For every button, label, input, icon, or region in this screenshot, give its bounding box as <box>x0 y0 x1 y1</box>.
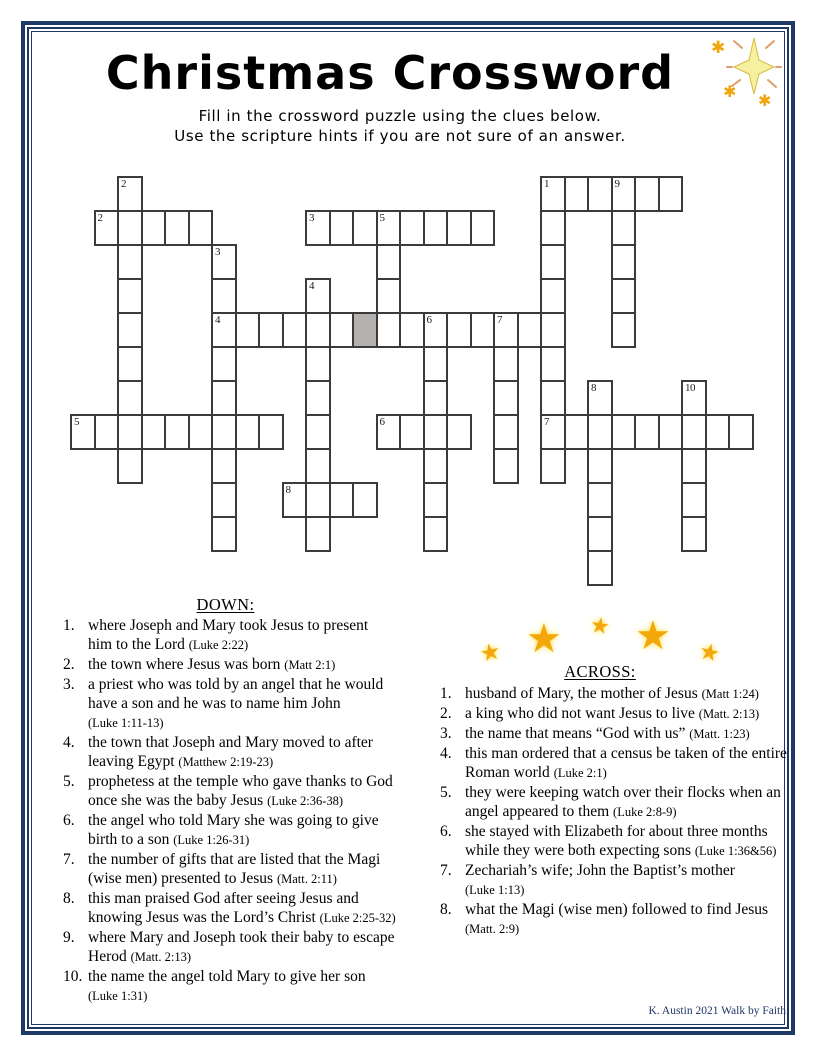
clue-text: this man ordered that a census be taken of the entire Roman world (Luke 2:1) <box>465 745 787 781</box>
across-clue-list <box>440 684 790 939</box>
crossword-cell[interactable] <box>587 176 613 212</box>
clue-item <box>63 889 396 928</box>
crossword-cell[interactable] <box>493 380 519 416</box>
crossword-cell[interactable] <box>211 414 237 450</box>
clue-text: a priest who was told by an angel that he would have a son and he was to name him John (Luke 1:11-13) <box>88 676 384 730</box>
crossword-cell[interactable] <box>540 278 566 314</box>
crossword-cell[interactable] <box>728 414 754 450</box>
clue-item <box>440 744 790 783</box>
crossword-cell[interactable] <box>423 346 449 382</box>
crossword-cell[interactable] <box>681 516 707 552</box>
crossword-cell[interactable] <box>305 414 331 450</box>
cell-number-label: 7 <box>544 415 549 428</box>
crossword-cell[interactable] <box>329 482 355 518</box>
crossword-cell[interactable] <box>305 346 331 382</box>
crossword-cell[interactable] <box>376 210 402 246</box>
crossword-cell[interactable] <box>681 380 707 416</box>
down-clue-list <box>63 616 396 1006</box>
clue-number: 9. <box>63 929 75 946</box>
crossword-cell[interactable] <box>587 550 613 586</box>
scripture-reference: (Matt. 2:9) <box>465 922 520 936</box>
clue-text: prophetess at the temple who gave thanks to God once she was the baby Jesus (Luke 2:36-38) <box>88 773 393 809</box>
scripture-reference: (Luke 1:11-13) <box>88 716 164 730</box>
cell-number-label: 3 <box>215 245 220 258</box>
crossword-cell[interactable] <box>611 312 637 348</box>
asterisk-star-icon: ✱ <box>723 82 737 101</box>
scripture-reference: (Luke 2:1) <box>553 766 607 780</box>
clue-number: 7. <box>63 851 75 868</box>
crossword-cell[interactable] <box>423 516 449 552</box>
page-subtitle <box>40 106 760 146</box>
crossword-cell[interactable] <box>611 176 637 212</box>
clue-item <box>440 822 790 861</box>
crossword-cell[interactable] <box>446 414 472 450</box>
crossword-cell[interactable] <box>493 346 519 382</box>
scripture-reference: (Luke 2:8-9) <box>613 805 677 819</box>
crossword-cell[interactable] <box>282 482 308 518</box>
scripture-reference: (Luke 1:36&56) <box>694 844 777 858</box>
cell-number-label: 2 <box>97 211 103 224</box>
star-icon: ★ <box>526 616 562 662</box>
clue-item <box>440 704 790 724</box>
cell-number-label: 6 <box>379 415 385 428</box>
clue-number: 4. <box>440 745 452 762</box>
clue-text: the town that Joseph and Mary moved to after leaving Egypt (Matthew 2:19-23) <box>88 734 373 770</box>
clue-text: a king who did not want Jesus to live (Matt. 2:13) <box>465 705 760 722</box>
clue-item <box>63 850 396 889</box>
crossword-cell[interactable] <box>94 414 120 450</box>
crossword-cell[interactable] <box>517 312 543 348</box>
clue-item <box>440 783 790 822</box>
crossword-cell[interactable] <box>211 516 237 552</box>
crossword-cell[interactable] <box>493 312 519 348</box>
clue-number: 7. <box>440 862 452 879</box>
clue-number: 2. <box>63 656 75 673</box>
crossword-cell[interactable] <box>540 414 566 450</box>
scripture-reference: (Matt 1:24) <box>701 687 759 701</box>
scripture-reference: (Matt 2:1) <box>284 658 336 672</box>
crossword-cell[interactable] <box>611 210 637 246</box>
crossword-cell[interactable] <box>211 346 237 382</box>
clue-item <box>63 928 396 967</box>
crossword-cell[interactable] <box>587 516 613 552</box>
clue-number: 10. <box>63 968 83 985</box>
crossword-cell[interactable] <box>540 346 566 382</box>
crossword-cell[interactable] <box>352 482 378 518</box>
scripture-reference: (Luke 2:22) <box>188 638 249 652</box>
crossword-cell[interactable] <box>211 312 237 348</box>
clue-text: the town where Jesus was born (Matt 2:1) <box>88 656 336 673</box>
crossword-cell[interactable] <box>235 312 261 348</box>
cell-number-label: 10 <box>685 381 695 394</box>
crossword-cell[interactable] <box>658 414 684 450</box>
crossword-cell[interactable] <box>493 448 519 484</box>
crossword-cell[interactable] <box>399 414 425 450</box>
crossword-cell[interactable] <box>164 210 190 246</box>
clue-text: the name that means “God with us” (Matt. 1:23) <box>465 725 750 742</box>
crossword-cell[interactable] <box>117 414 143 450</box>
scripture-reference: (Matt. 2:11) <box>276 872 337 886</box>
scripture-reference: (Luke 2:36-38) <box>267 794 344 808</box>
crossword-cell[interactable] <box>681 414 707 450</box>
crossword-cell[interactable] <box>634 414 660 450</box>
star-icon: ★ <box>635 613 671 659</box>
crossword-cell[interactable] <box>446 312 472 348</box>
crossword-cell[interactable] <box>188 210 214 246</box>
crossword-cell[interactable] <box>540 448 566 484</box>
clue-text: the number of gifts that are listed that the Magi (wise men) presented to Jesus (Matt. 2:11) <box>88 851 381 887</box>
cell-number-label: 4 <box>309 279 314 292</box>
crossword-cell[interactable] <box>423 312 449 348</box>
clue-item <box>63 616 396 655</box>
crossword-cell[interactable] <box>634 176 660 212</box>
crossword-cell[interactable] <box>305 210 331 246</box>
crossword-cell[interactable] <box>164 414 190 450</box>
crossword-cell[interactable] <box>211 482 237 518</box>
clue-number: 6. <box>440 823 452 840</box>
clue-item <box>63 772 396 811</box>
crossword-cell[interactable] <box>681 482 707 518</box>
crossword-cell[interactable] <box>611 278 637 314</box>
crossword-cell[interactable] <box>493 414 519 450</box>
crossword-cell[interactable] <box>117 278 143 314</box>
clue-text: the angel who told Mary she was going to give birth to a son (Luke 1:26-31) <box>88 812 379 848</box>
crossword-cell[interactable] <box>540 176 566 212</box>
crossword-cell[interactable] <box>117 448 143 484</box>
star-icon: ★ <box>588 612 612 641</box>
crossword-cell[interactable] <box>376 414 402 450</box>
scripture-reference: (Matthew 2:19-23) <box>178 755 274 769</box>
crossword-cell[interactable] <box>399 210 425 246</box>
crossword-cell[interactable] <box>587 414 613 450</box>
crossword-cell[interactable] <box>423 380 449 416</box>
clue-item <box>63 811 396 850</box>
asterisk-star-icon: ✱ <box>711 38 726 58</box>
crossword-cell[interactable] <box>305 380 331 416</box>
clue-text: where Joseph and Mary took Jesus to present him to the Lord (Luke 2:22) <box>88 617 369 653</box>
clue-item <box>63 675 396 733</box>
crossword-cell[interactable] <box>117 346 143 382</box>
clue-text: this man praised God after seeing Jesus and knowing Jesus was the Lord’s Christ (Luke 2:25-32) <box>88 890 396 926</box>
down-heading: DOWN: <box>196 595 255 614</box>
clue-number: 8. <box>63 890 75 907</box>
crossword-cell[interactable] <box>540 244 566 280</box>
scripture-reference: (Matt. 2:13) <box>698 707 760 721</box>
crossword-cell[interactable] <box>470 210 496 246</box>
crossword-cell[interactable] <box>117 380 143 416</box>
crossword-cell[interactable] <box>587 482 613 518</box>
crossword-cell[interactable] <box>258 414 284 450</box>
cell-number-label: 8 <box>591 381 596 394</box>
clue-number: 6. <box>63 812 75 829</box>
cell-number-label: 1 <box>544 177 549 190</box>
cell-number-label: 8 <box>285 483 291 496</box>
star-icon: ★ <box>696 638 723 668</box>
crossword-cell[interactable] <box>376 244 402 280</box>
crossword-cell[interactable] <box>141 210 167 246</box>
crossword-cell[interactable] <box>235 414 261 450</box>
clue-number: 1. <box>63 617 75 634</box>
scripture-reference: (Luke 2:25-32) <box>319 911 396 925</box>
crossword-cell[interactable] <box>117 176 143 212</box>
crossword-cell[interactable] <box>329 312 355 348</box>
crossword-cell[interactable] <box>376 312 402 348</box>
clue-text: they were keeping watch over their flocks when an angel appeared to them (Luke 2:8-9) <box>465 784 781 820</box>
cell-number-label: 2 <box>121 177 126 190</box>
crossword-cell[interactable] <box>329 210 355 246</box>
crossword-cell[interactable] <box>305 312 331 348</box>
clue-text: husband of Mary, the mother of Jesus (Matt 1:24) <box>465 685 759 702</box>
clue-item <box>63 967 396 1006</box>
crossword-cell[interactable] <box>305 448 331 484</box>
clue-number: 3. <box>63 676 75 693</box>
crossword-cell[interactable] <box>282 312 308 348</box>
asterisk-star-icon: ✱ <box>758 91 772 110</box>
crossword-cell[interactable] <box>587 380 613 416</box>
clue-text: where Mary and Joseph took their baby to escape Herod (Matt. 2:13) <box>88 929 395 965</box>
crossword-cell[interactable] <box>611 244 637 280</box>
scripture-reference: (Matt. 2:13) <box>130 950 192 964</box>
subtitle-line-2: Use the scripture hints if you are not sure of an answer. <box>174 127 626 145</box>
crossword-cell[interactable] <box>611 414 637 450</box>
crossword-cell[interactable] <box>94 210 120 246</box>
clue-item <box>440 861 790 900</box>
clue-item <box>63 733 396 772</box>
crossword-cell[interactable] <box>117 210 143 246</box>
cell-number-label: 9 <box>614 177 620 190</box>
clue-number: 5. <box>63 773 75 790</box>
scripture-reference: (Luke 1:26-31) <box>173 833 250 847</box>
crossword-cell[interactable] <box>423 482 449 518</box>
clue-number: 1. <box>440 685 452 702</box>
crossword-cell[interactable] <box>352 210 378 246</box>
clue-text: she stayed with Elizabeth for about three months while they were both expecting sons (Luke 1:36&56) <box>465 823 777 859</box>
scripture-reference: (Matt. 1:23) <box>689 727 750 741</box>
crossword-cell[interactable] <box>423 448 449 484</box>
clue-text: what the Magi (wise men) followed to find Jesus (Matt. 2:9) <box>465 901 769 936</box>
crossword-cell[interactable] <box>211 448 237 484</box>
crossword-cell[interactable] <box>681 448 707 484</box>
clue-number: 3. <box>440 725 452 742</box>
subtitle-line-1: Fill in the crossword puzzle using the clues below. <box>198 107 602 125</box>
crossword-cell[interactable] <box>117 312 143 348</box>
clue-number: 8. <box>440 901 452 918</box>
crossword-cell[interactable] <box>446 210 472 246</box>
footer-credit: K. Austin 2021 Walk by Faith <box>648 1005 786 1017</box>
crossword-cell[interactable] <box>258 312 284 348</box>
crossword-cell[interactable] <box>141 414 167 450</box>
clue-item <box>440 684 790 704</box>
clue-item <box>440 900 790 939</box>
clue-number: 5. <box>440 784 452 801</box>
crossword-cell[interactable] <box>117 244 143 280</box>
cell-number-label: 3 <box>309 211 314 224</box>
crossword-cell[interactable] <box>305 482 331 518</box>
cell-number-label: 4 <box>215 313 220 326</box>
crossword-cell[interactable] <box>540 312 566 348</box>
crossword-cell[interactable] <box>705 414 731 450</box>
crossword-cell[interactable] <box>376 278 402 314</box>
clue-text: Zechariah’s wife; John the Baptist’s mother (Luke 1:13) <box>465 862 735 897</box>
clue-text: the name the angel told Mary to give her son (Luke 1:31) <box>88 968 366 1003</box>
crossword-cell[interactable] <box>587 448 613 484</box>
crossword-cell[interactable] <box>564 414 590 450</box>
crossword-cell[interactable] <box>305 516 331 552</box>
scripture-reference: (Luke 1:13) <box>465 883 525 897</box>
cell-number-label: 7 <box>497 313 502 326</box>
cell-number-label: 5 <box>74 415 79 428</box>
crossword-cell[interactable] <box>540 380 566 416</box>
crossword-cell[interactable] <box>470 312 496 348</box>
cell-number-label: 6 <box>426 313 432 326</box>
crossword-cell[interactable] <box>423 414 449 450</box>
crossword-cell[interactable] <box>423 210 449 246</box>
crossword-cell[interactable] <box>305 278 331 314</box>
crossword-cell[interactable] <box>211 278 237 314</box>
crossword-cell[interactable] <box>564 176 590 212</box>
scripture-reference: (Luke 1:31) <box>88 989 148 1003</box>
page-title: Christmas Crossword <box>105 46 675 100</box>
clue-item <box>440 724 790 744</box>
crossword-spacer-cell <box>352 312 378 348</box>
clue-number: 4. <box>63 734 75 751</box>
clue-item <box>63 655 396 675</box>
across-heading: ACROSS: <box>564 662 636 681</box>
star-icon: ★ <box>477 638 503 668</box>
crossword-cell[interactable] <box>540 210 566 246</box>
crossword-cell[interactable] <box>211 380 237 416</box>
clue-number: 2. <box>440 705 452 722</box>
crossword-cell[interactable] <box>211 244 237 280</box>
crossword-cell[interactable] <box>188 414 214 450</box>
crossword-cell[interactable] <box>658 176 684 212</box>
cell-number-label: 5 <box>379 211 385 224</box>
crossword-cell[interactable] <box>399 312 425 348</box>
crossword-cell[interactable] <box>70 414 96 450</box>
